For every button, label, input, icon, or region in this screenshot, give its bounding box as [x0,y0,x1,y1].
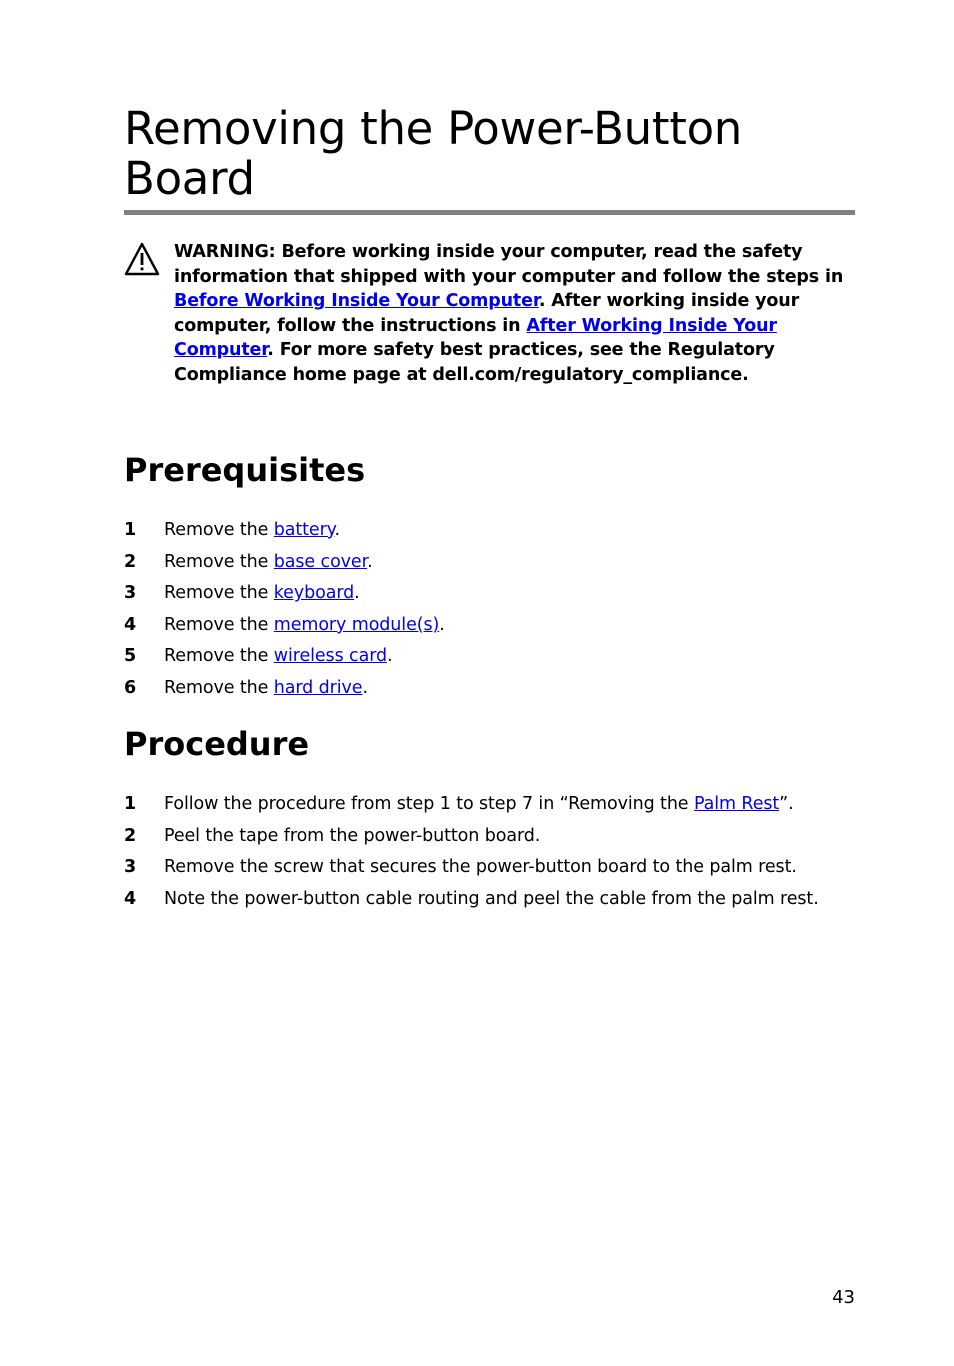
warning-text-part1: WARNING: Before working inside your computer, read the safety information that shipped with your computer and follow the steps in [174,242,844,287]
step-number: 3 [124,583,137,604]
base-cover-link[interactable]: base cover [273,551,368,572]
step-text: Remove the [164,646,274,667]
title-divider [124,210,855,215]
list-item [124,824,864,848]
battery-link[interactable]: battery [273,520,335,540]
step-number: 6 [124,677,137,698]
step-text: Remove the [164,677,274,698]
hard-drive-link[interactable]: hard drive [273,677,363,698]
step-number: 4 [124,888,137,909]
list-item [124,518,864,542]
step-number: 2 [124,825,137,846]
list-item [124,644,864,668]
memory-modules-link[interactable]: memory module(s) [273,614,440,635]
step-text: Note the power-button cable routing and peel the cable from the palm rest. [164,888,819,909]
page-number: 43 [832,1287,855,1308]
warning-text-part2: . After working inside your computer, follow the instructions in [174,291,800,336]
step-suffix: . [387,646,393,667]
step-text: Remove the [164,551,274,572]
warning-note [174,240,864,388]
step-suffix: . [334,520,340,540]
list-item [124,613,864,637]
list-item [124,676,864,700]
palm-rest-link[interactable]: Palm Rest [693,794,780,814]
step-suffix: ”. [779,794,794,814]
page-title: Removing the Power-Button Board [124,102,743,205]
step-number: 2 [124,551,137,572]
step-number: 1 [124,794,137,814]
list-item [124,792,864,816]
list-item [124,887,864,911]
step-text: Peel the tape from the power-button board. [164,825,541,846]
step-number: 5 [124,646,137,667]
prerequisites-heading: Prerequisites [124,451,366,489]
step-suffix: . [362,677,368,698]
warning-triangle-icon [124,242,160,276]
before-working-link[interactable]: Before Working Inside Your Computer [174,291,539,312]
step-number: 3 [124,857,137,878]
step-suffix: . [439,614,445,635]
list-item [124,855,864,879]
list-item [124,550,864,574]
procedure-heading: Procedure [124,725,310,763]
step-text: Remove the screw that secures the power-button board to the palm rest. [164,857,797,878]
step-number: 4 [124,614,137,635]
step-text: Remove the [164,520,274,540]
step-text: Remove the [164,614,274,635]
step-text: Remove the [164,583,274,604]
step-text: Follow the procedure from step 1 to step 7 in “Removing the [164,794,694,814]
warning-text-part3: . For more safety best practices, see the Regulatory Compliance home page at dell.com/regulatory_compliance. [174,340,775,385]
step-suffix: . [354,583,360,604]
step-suffix: . [367,551,373,572]
keyboard-link[interactable]: keyboard [273,583,355,604]
step-number: 1 [124,520,137,540]
list-item [124,581,864,605]
procedure-list [124,792,864,918]
wireless-card-link[interactable]: wireless card [273,646,387,667]
prerequisites-list [124,518,864,708]
after-working-link[interactable]: After Working Inside Your Computer [174,315,777,361]
